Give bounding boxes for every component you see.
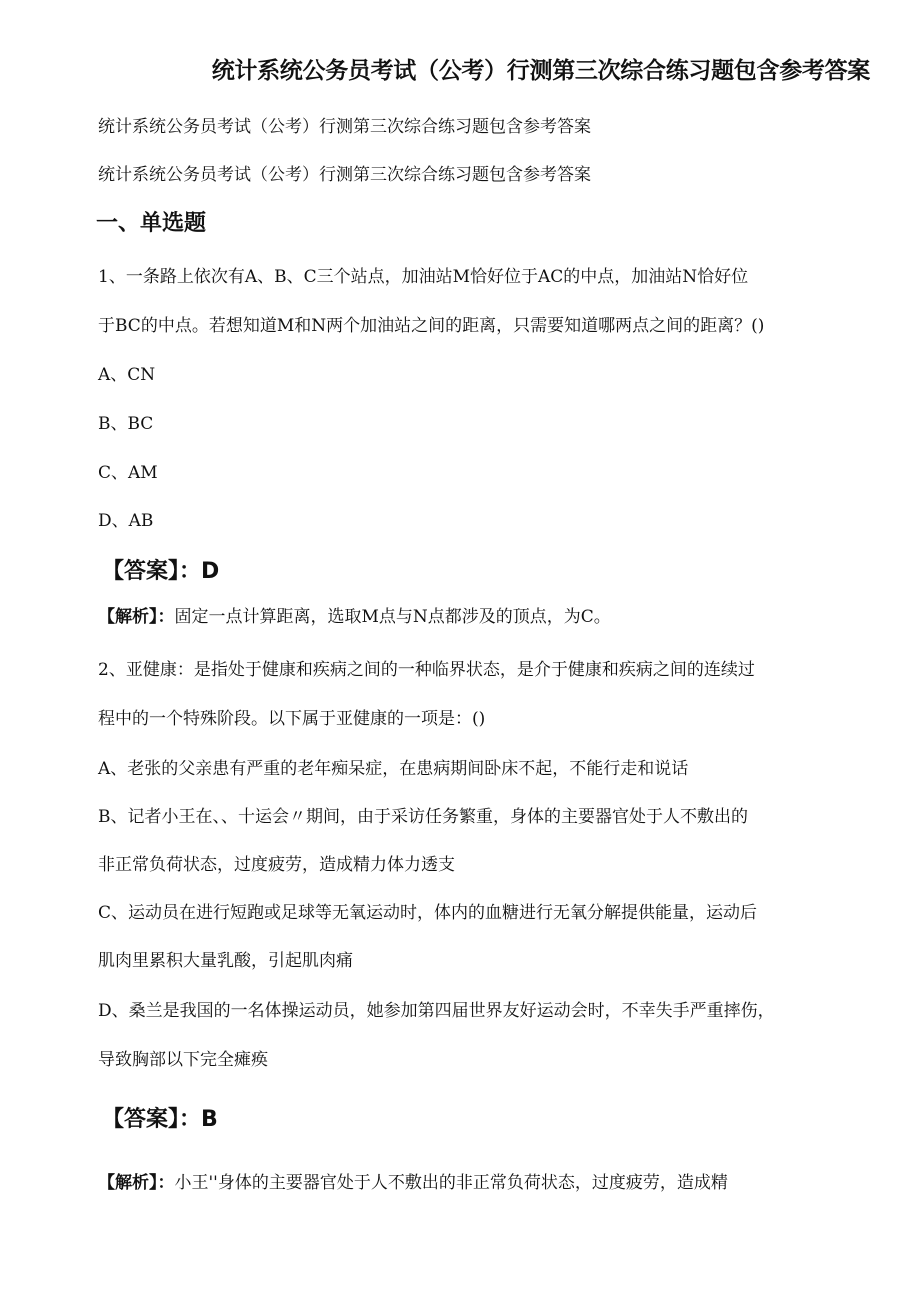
explanation	[98, 1168, 873, 1193]
explanation-tag: 【解析】：	[98, 1173, 175, 1193]
answer-label: 【答案】：B	[102, 1107, 218, 1132]
option-d: D、AB	[98, 511, 154, 531]
explanation-text: 小王''身体的主要器官处于人不敷出的非正常负荷状态，过度疲劳，造成精	[174, 1173, 728, 1193]
option-b-continued: 非正常负荷状态，过度疲劳，造成精力体力透支	[98, 855, 455, 875]
explanation	[98, 602, 873, 627]
option-d: D、桑兰是我国的一名体操运动员，她参加第四届世界友好运动会时，不幸失手严重摔伤，	[98, 1001, 775, 1021]
option-d-continued: 导致胸部以下完全瘫痪	[98, 1050, 268, 1070]
explanation-text: 固定一点计算距离，选取M点与N点都涉及的顶点，为C。	[174, 607, 611, 627]
section-heading: 一、单选题	[96, 211, 207, 236]
question-text-line: 程中的一个特殊阶段。以下属于亚健康的一项是：()	[98, 709, 486, 729]
question-text-line: 于BC的中点。若想知道M和N两个加油站之间的距离，只需要知道哪两点之间的距离？()	[98, 316, 765, 336]
option-a: A、老张的父亲患有严重的老年痴呆症，在患病期间卧床不起，不能行走和说话	[98, 759, 689, 779]
option-c: C、运动员在进行短跑或足球等无氧运动时，体内的血糖进行无氧分解提供能量，运动后	[98, 903, 758, 923]
option-c: C、AM	[98, 463, 158, 483]
document-subtitle: 统计系统公务员考试（公考）行测第三次综合练习题包含参考答案	[98, 117, 591, 137]
option-b: B、记者小王在、、十运会〃期间，由于采访任务繁重，身体的主要器官处于人不敷出的	[98, 807, 748, 827]
option-b: B、BC	[98, 414, 154, 434]
document-title: 统计系统公务员考试（公考）行测第三次综合练习题包含参考答案	[211, 58, 870, 84]
question-text-line: 2、亚健康：是指处于健康和疾病之间的一种临界状态，是介于健康和疾病之间的连续过	[98, 660, 755, 680]
option-a: A、CN	[98, 365, 156, 385]
question-text-line: 1、一条路上依次有A、B、C三个站点，加油站M恰好位于AC的中点，加油站N恰好位	[98, 267, 749, 287]
answer-label: 【答案】：D	[102, 559, 220, 584]
explanation-tag: 【解析】：	[98, 607, 175, 627]
document-subtitle: 统计系统公务员考试（公考）行测第三次综合练习题包含参考答案	[98, 165, 591, 185]
option-c-continued: 肌肉里累积大量乳酸，引起肌肉痛	[98, 951, 353, 971]
